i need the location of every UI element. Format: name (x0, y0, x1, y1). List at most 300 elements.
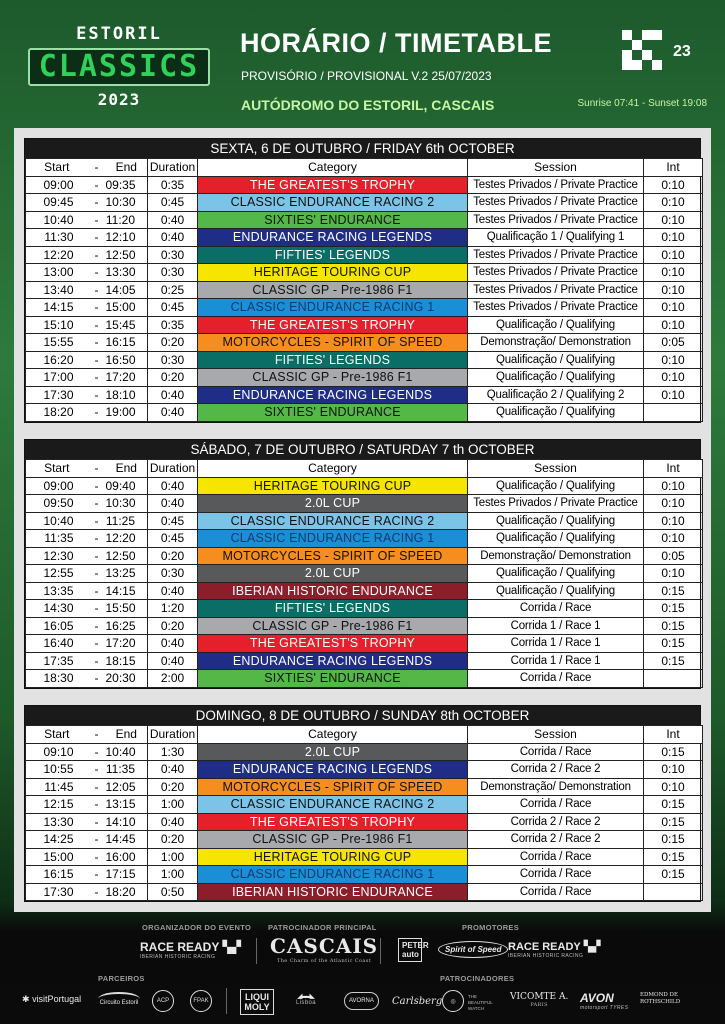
category-cell: THE GREATEST'S TROPHY (198, 316, 468, 334)
col-header-duration: Duration (148, 726, 198, 744)
schedule-table (25, 158, 703, 422)
duration: 0:30 (148, 264, 198, 282)
category-cell: CLASSIC ENDURANCE RACING 2 (198, 512, 468, 530)
day-table-sunday (24, 705, 701, 902)
duration: 0:45 (148, 512, 198, 530)
session-cell: Qualificação / Qualifying (468, 530, 644, 548)
logo-year-text: 2023 (97, 90, 141, 109)
session-cell: Qualificação / Qualifying (468, 512, 644, 530)
category-cell: SIXTIES' ENDURANCE (198, 670, 468, 688)
interval-cell: 0:10 (644, 495, 703, 513)
col-header-end: End (106, 159, 148, 177)
interval-cell: 0:10 (644, 530, 703, 548)
start-time: 09:00 (26, 477, 88, 495)
time-separator: - (88, 512, 106, 530)
interval-cell: 0:15 (644, 652, 703, 670)
duration: 0:40 (148, 652, 198, 670)
sponsor-avon-text: AVON (580, 991, 614, 1005)
start-time: 15:55 (26, 334, 88, 352)
start-time: 16:20 (26, 351, 88, 369)
duration: 0:50 (148, 883, 198, 901)
footer-divider (380, 938, 381, 964)
session-cell: Qualificação 2 / Qualifying 2 (468, 386, 644, 404)
duration: 0:30 (148, 246, 198, 264)
time-separator: - (88, 334, 106, 352)
table-row (26, 334, 703, 352)
interval-cell: 0:15 (644, 866, 703, 884)
table-row (26, 547, 703, 565)
time-separator: - (88, 404, 106, 422)
start-time: 18:20 (26, 404, 88, 422)
start-time: 10:55 (26, 761, 88, 779)
time-separator: - (88, 299, 106, 317)
start-time: 13:30 (26, 813, 88, 831)
sunrise-sunset: Sunrise 07:41 - Sunset 19:08 (577, 98, 707, 109)
promoter-race-ready-logo: RACE READY ▚▞ IBERIAN HISTORIC RACING (508, 941, 601, 959)
sponsor-avon-logo (580, 991, 628, 1011)
time-separator: - (88, 264, 106, 282)
table-row (26, 176, 703, 194)
session-cell: Testes Privados / Private Practice (468, 299, 644, 317)
partner-fpak-logo: FPAK (190, 990, 212, 1012)
col-header-interval: Int (644, 726, 703, 744)
duration: 0:20 (148, 547, 198, 565)
category-cell: ENDURANCE RACING LEGENDS (198, 652, 468, 670)
start-time: 10:40 (26, 211, 88, 229)
table-row (26, 229, 703, 247)
category-cell: IBERIAN HISTORIC ENDURANCE (198, 883, 468, 901)
category-cell: FIFTIES' LEGENDS (198, 246, 468, 264)
start-time: 11:30 (26, 229, 88, 247)
session-cell: Corrida 1 / Race 1 (468, 617, 644, 635)
time-separator: - (88, 866, 106, 884)
time-separator: - (88, 652, 106, 670)
start-time: 14:30 (26, 600, 88, 618)
session-cell: Demonstração/ Demonstration (468, 334, 644, 352)
category-cell: CLASSIC GP - Pre-1986 F1 (198, 281, 468, 299)
table-row (26, 246, 703, 264)
time-separator: - (88, 883, 106, 901)
start-time: 16:05 (26, 617, 88, 635)
interval-cell: 0:10 (644, 299, 703, 317)
session-cell: Qualificação / Qualifying (468, 477, 644, 495)
col-header-dash: - (88, 159, 106, 177)
table-row (26, 512, 703, 530)
duration: 1:30 (148, 743, 198, 761)
category-cell: MOTORCYCLES - SPIRIT OF SPEED (198, 547, 468, 565)
col-header-start: Start (26, 726, 88, 744)
end-time: 14:05 (106, 281, 148, 299)
duration: 0:45 (148, 299, 198, 317)
start-time: 17:35 (26, 652, 88, 670)
flag-year-number: 23 (673, 43, 691, 60)
time-separator: - (88, 176, 106, 194)
table-row (26, 670, 703, 688)
interval-cell: 0:10 (644, 229, 703, 247)
duration: 0:40 (148, 211, 198, 229)
end-time: 10:30 (106, 495, 148, 513)
sponsors-footer (0, 912, 725, 1024)
end-time: 14:45 (106, 831, 148, 849)
end-time: 12:10 (106, 229, 148, 247)
lisboa-car-icon: ◢▬◣ (297, 993, 315, 1000)
table-row (26, 883, 703, 901)
footer-divider (226, 988, 227, 1014)
table-header-row (26, 460, 703, 478)
category-cell: THE GREATEST'S TROPHY (198, 176, 468, 194)
session-cell: Corrida / Race (468, 866, 644, 884)
interval-cell: 0:10 (644, 351, 703, 369)
interval-cell: 0:10 (644, 369, 703, 387)
logo-classics-text: CLASSICS (28, 48, 210, 86)
chequered-flag-icon (622, 30, 662, 70)
session-cell: Testes Privados / Private Practice (468, 264, 644, 282)
duration: 0:40 (148, 477, 198, 495)
duration: 0:20 (148, 778, 198, 796)
duration: 0:40 (148, 495, 198, 513)
table-row (26, 264, 703, 282)
col-header-session: Session (468, 726, 644, 744)
interval-cell: 0:10 (644, 211, 703, 229)
end-time: 10:30 (106, 194, 148, 212)
session-cell: Qualificação / Qualifying (468, 582, 644, 600)
session-cell: Testes Privados / Private Practice (468, 495, 644, 513)
start-time: 15:10 (26, 316, 88, 334)
session-cell: Qualificação / Qualifying (468, 404, 644, 422)
duration: 0:40 (148, 386, 198, 404)
interval-cell: 0:15 (644, 617, 703, 635)
table-row (26, 635, 703, 653)
sponsor-vicomte-subtitle: PARIS (530, 1002, 549, 1008)
category-cell: FIFTIES' LEGENDS (198, 600, 468, 618)
start-time: 12:20 (26, 246, 88, 264)
promoters-label: PROMOTORES (462, 923, 520, 932)
start-time: 15:00 (26, 848, 88, 866)
duration: 0:40 (148, 813, 198, 831)
duration: 0:30 (148, 565, 198, 583)
col-header-interval: Int (644, 460, 703, 478)
schedule-table (25, 459, 703, 688)
duration: 0:40 (148, 635, 198, 653)
start-time: 09:00 (26, 176, 88, 194)
end-time: 10:40 (106, 743, 148, 761)
col-header-interval: Int (644, 159, 703, 177)
sponsor-watch-icon: ◎ (442, 990, 464, 1012)
category-cell: ENDURANCE RACING LEGENDS (198, 386, 468, 404)
col-header-dash: - (88, 460, 106, 478)
end-time: 13:30 (106, 264, 148, 282)
duration: 0:35 (148, 176, 198, 194)
time-separator: - (88, 386, 106, 404)
time-separator: - (88, 547, 106, 565)
session-cell: Testes Privados / Private Practice (468, 194, 644, 212)
table-row (26, 351, 703, 369)
interval-cell: 0:15 (644, 582, 703, 600)
interval-cell: 0:10 (644, 246, 703, 264)
timetable-panel (14, 128, 711, 912)
category-cell: 2.0L CUP (198, 565, 468, 583)
category-cell: CLASSIC ENDURANCE RACING 2 (198, 796, 468, 814)
time-separator: - (88, 477, 106, 495)
session-cell: Testes Privados / Private Practice (468, 281, 644, 299)
table-row (26, 617, 703, 635)
session-cell: Corrida 2 / Race 2 (468, 813, 644, 831)
category-cell: MOTORCYCLES - SPIRIT OF SPEED (198, 778, 468, 796)
category-cell: CLASSIC ENDURANCE RACING 2 (198, 194, 468, 212)
session-cell: Corrida / Race (468, 796, 644, 814)
time-separator: - (88, 848, 106, 866)
promoter-race-ready-subtitle: IBERIAN HISTORIC RACING (508, 953, 584, 959)
time-separator: - (88, 495, 106, 513)
interval-cell: 0:15 (644, 813, 703, 831)
table-row (26, 299, 703, 317)
time-separator: - (88, 831, 106, 849)
time-separator: - (88, 211, 106, 229)
session-cell: Corrida 1 / Race 1 (468, 652, 644, 670)
end-time: 17:20 (106, 369, 148, 387)
start-time: 16:15 (26, 866, 88, 884)
start-time: 11:35 (26, 530, 88, 548)
time-separator: - (88, 813, 106, 831)
interval-cell (644, 670, 703, 688)
time-separator: - (88, 617, 106, 635)
sponsor-vicomte-logo (510, 992, 568, 1008)
main-sponsor-label: PATROCINADOR PRINCIPAL (268, 923, 377, 932)
interval-cell: 0:10 (644, 176, 703, 194)
col-header-duration: Duration (148, 460, 198, 478)
session-cell: Qualificação / Qualifying (468, 316, 644, 334)
end-time: 14:15 (106, 582, 148, 600)
interval-cell: 0:05 (644, 334, 703, 352)
table-row (26, 404, 703, 422)
session-cell: Qualificação / Qualifying (468, 565, 644, 583)
interval-cell: 0:10 (644, 477, 703, 495)
start-time: 12:15 (26, 796, 88, 814)
organizer-label: ORGANIZADOR DO EVENTO (142, 923, 252, 932)
category-cell: CLASSIC GP - Pre-1986 F1 (198, 369, 468, 387)
category-cell: 2.0L CUP (198, 495, 468, 513)
end-time: 11:25 (106, 512, 148, 530)
table-row (26, 495, 703, 513)
category-cell: CLASSIC ENDURANCE RACING 1 (198, 866, 468, 884)
start-time: 09:45 (26, 194, 88, 212)
category-cell: CLASSIC ENDURANCE RACING 1 (198, 299, 468, 317)
table-row (26, 211, 703, 229)
end-time: 17:15 (106, 866, 148, 884)
end-time: 18:20 (106, 883, 148, 901)
end-time: 14:10 (106, 813, 148, 831)
start-time: 12:55 (26, 565, 88, 583)
visit-portugal-star-icon: ✱ (22, 994, 30, 1004)
end-time: 16:25 (106, 617, 148, 635)
session-cell: Testes Privados / Private Practice (468, 176, 644, 194)
interval-cell: 0:10 (644, 778, 703, 796)
end-time: 15:50 (106, 600, 148, 618)
event-logo (28, 24, 210, 109)
end-time: 11:35 (106, 761, 148, 779)
table-header-row (26, 726, 703, 744)
table-row (26, 796, 703, 814)
category-cell: SIXTIES' ENDURANCE (198, 404, 468, 422)
session-cell: Corrida / Race (468, 670, 644, 688)
table-row (26, 600, 703, 618)
interval-cell: 0:15 (644, 796, 703, 814)
end-time: 12:50 (106, 246, 148, 264)
session-cell: Testes Privados / Private Practice (468, 246, 644, 264)
table-row (26, 652, 703, 670)
interval-cell (644, 404, 703, 422)
day-title: SÁBADO, 7 DE OUTUBRO / SATURDAY 7 th OCTOBER (25, 440, 700, 459)
duration: 0:40 (148, 761, 198, 779)
time-separator: - (88, 796, 106, 814)
category-cell: CLASSIC GP - Pre-1986 F1 (198, 831, 468, 849)
table-row (26, 565, 703, 583)
start-time: 13:40 (26, 281, 88, 299)
partner-circuito-estoril-logo: Circuito Estoril (98, 992, 140, 1006)
table-row (26, 386, 703, 404)
logo-estoril-text: ESTORIL (76, 24, 162, 44)
duration: 0:20 (148, 334, 198, 352)
time-separator: - (88, 743, 106, 761)
promoter-spirit-of-speed-logo: Spirit of Speed (438, 941, 508, 958)
interval-cell: 0:15 (644, 635, 703, 653)
duration: 0:20 (148, 831, 198, 849)
session-cell: Qualificação 1 / Qualifying 1 (468, 229, 644, 247)
category-cell: SIXTIES' ENDURANCE (198, 211, 468, 229)
promoter-race-ready-text: RACE READY (508, 941, 581, 953)
session-cell: Qualificação / Qualifying (468, 369, 644, 387)
table-row (26, 194, 703, 212)
sponsor-vicomte-text: VICOMTE A. (510, 992, 569, 1002)
session-cell: Corrida 2 / Race 2 (468, 831, 644, 849)
time-separator: - (88, 316, 106, 334)
end-time: 16:15 (106, 334, 148, 352)
sponsor-avon-subtitle: motorsport TYRES (580, 1005, 629, 1011)
interval-cell: 0:10 (644, 565, 703, 583)
table-row (26, 316, 703, 334)
category-cell: THE GREATEST'S TROPHY (198, 635, 468, 653)
interval-cell: 0:10 (644, 194, 703, 212)
category-cell: 2.0L CUP (198, 743, 468, 761)
end-time: 20:30 (106, 670, 148, 688)
partner-acp-logo: ACP (152, 990, 174, 1012)
col-header-start: Start (26, 159, 88, 177)
time-separator: - (88, 351, 106, 369)
duration: 0:30 (148, 351, 198, 369)
time-separator: - (88, 761, 106, 779)
table-row (26, 848, 703, 866)
sponsor-edmond-rothschild-logo: EDMOND DE ROTHSCHILD (640, 992, 681, 1005)
duration: 0:40 (148, 229, 198, 247)
session-cell: Corrida / Race (468, 743, 644, 761)
time-separator: - (88, 670, 106, 688)
day-table-saturday (24, 439, 701, 689)
table-row (26, 831, 703, 849)
interval-cell: 0:15 (644, 600, 703, 618)
sponsor-avorna-logo: AVORNA (344, 992, 379, 1010)
start-time: 10:40 (26, 512, 88, 530)
sponsor-lisboa-logo (286, 992, 326, 1006)
start-time: 17:30 (26, 386, 88, 404)
session-cell: Demonstração/ Demonstration (468, 547, 644, 565)
category-cell: IBERIAN HISTORIC ENDURANCE (198, 582, 468, 600)
end-time: 15:00 (106, 299, 148, 317)
start-time: 14:15 (26, 299, 88, 317)
time-separator: - (88, 600, 106, 618)
start-time: 17:30 (26, 883, 88, 901)
duration: 0:40 (148, 582, 198, 600)
col-header-session: Session (468, 460, 644, 478)
category-cell: ENDURANCE RACING LEGENDS (198, 229, 468, 247)
category-cell: HERITAGE TOURING CUP (198, 848, 468, 866)
table-row (26, 281, 703, 299)
sponsor-lisboa-text: Lisboa (295, 1000, 317, 1006)
end-time: 16:50 (106, 351, 148, 369)
interval-cell: 0:10 (644, 761, 703, 779)
interval-cell: 0:15 (644, 848, 703, 866)
interval-cell: 0:10 (644, 281, 703, 299)
partner-visit-portugal-text: visitPortugal (32, 994, 82, 1004)
col-header-dash: - (88, 726, 106, 744)
duration: 0:35 (148, 316, 198, 334)
session-cell: Corrida 2 / Race 2 (468, 761, 644, 779)
category-cell: CLASSIC ENDURANCE RACING 1 (198, 530, 468, 548)
end-time: 12:20 (106, 530, 148, 548)
end-time: 19:00 (106, 404, 148, 422)
start-time: 18:30 (26, 670, 88, 688)
end-time: 12:05 (106, 778, 148, 796)
category-cell: MOTORCYCLES - SPIRIT OF SPEED (198, 334, 468, 352)
session-cell: Corrida / Race (468, 883, 644, 901)
end-time: 16:00 (106, 848, 148, 866)
table-row (26, 778, 703, 796)
table-row (26, 369, 703, 387)
interval-cell: 0:10 (644, 316, 703, 334)
duration: 0:20 (148, 369, 198, 387)
end-time: 13:15 (106, 796, 148, 814)
table-row (26, 477, 703, 495)
start-time: 14:25 (26, 831, 88, 849)
category-cell: HERITAGE TOURING CUP (198, 264, 468, 282)
time-separator: - (88, 778, 106, 796)
end-time: 09:40 (106, 477, 148, 495)
session-cell: Demonstração/ Demonstration (468, 778, 644, 796)
interval-cell: 0:05 (644, 547, 703, 565)
organizer-logo: RACE READY ▚▞ IBERIAN HISTORIC RACING (140, 940, 241, 960)
col-header-end: End (106, 460, 148, 478)
category-cell: ENDURANCE RACING LEGENDS (198, 761, 468, 779)
sponsors-label: PATROCINADORES (440, 974, 515, 983)
duration: 0:40 (148, 404, 198, 422)
page-title: HORÁRIO / TIMETABLE (240, 28, 552, 58)
category-cell: HERITAGE TOURING CUP (198, 477, 468, 495)
main-sponsor-logo (270, 934, 378, 964)
time-separator: - (88, 635, 106, 653)
start-time: 13:00 (26, 264, 88, 282)
main-sponsor-logo-text: CASCAIS (270, 934, 379, 958)
end-time: 15:45 (106, 316, 148, 334)
start-time: 09:10 (26, 743, 88, 761)
duration: 0:25 (148, 281, 198, 299)
interval-cell: 0:10 (644, 264, 703, 282)
session-cell: Corrida / Race (468, 848, 644, 866)
interval-cell: 0:15 (644, 743, 703, 761)
start-time: 12:30 (26, 547, 88, 565)
venue-name: AUTÓDROMO DO ESTORIL, CASCAIS (241, 97, 495, 113)
start-time: 09:50 (26, 495, 88, 513)
duration: 1:20 (148, 600, 198, 618)
category-cell: FIFTIES' LEGENDS (198, 351, 468, 369)
